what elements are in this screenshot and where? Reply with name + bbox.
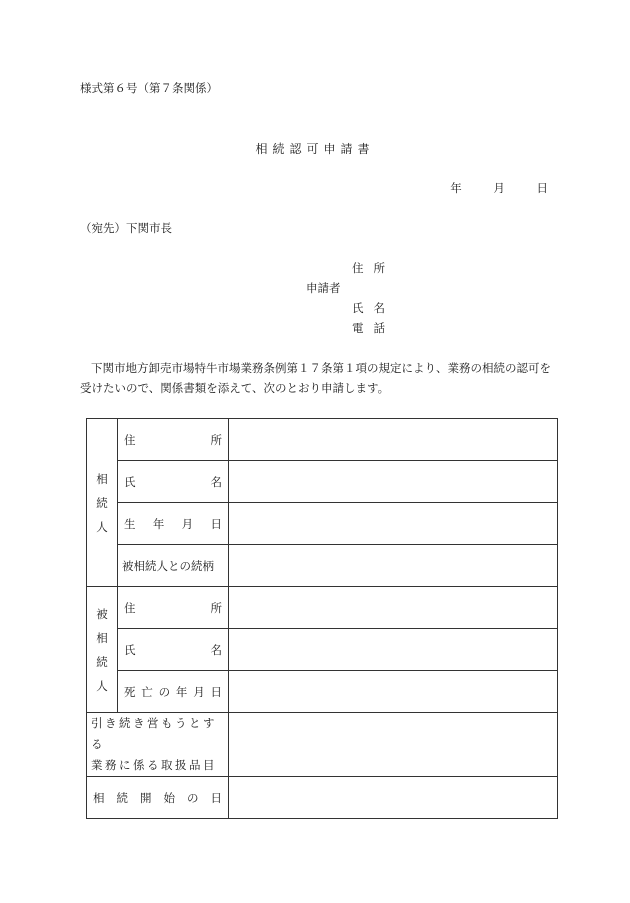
applicant-phone-label: 電話 <box>352 321 395 335</box>
business-items-label-line1: 引き続き営もうとする <box>91 716 217 751</box>
applicant-label: 申請者 <box>306 281 341 295</box>
decedent-name-field[interactable] <box>229 629 558 671</box>
heir-address-field[interactable] <box>229 419 558 461</box>
heir-birthdate-label <box>118 503 229 545</box>
table-row <box>87 461 558 503</box>
table-row <box>87 503 558 545</box>
business-items-label <box>87 713 229 777</box>
body-text: 下関市地方卸売市場特牛市場業務条例第１７条第１項の規定により、業務の相続の認可を受けたいので、関係書類を添えて、次のとおり申請します。 <box>80 361 551 395</box>
group-label-char: 続 <box>96 654 108 669</box>
group-label-char: 続 <box>96 495 108 510</box>
table-row <box>87 545 558 587</box>
heir-group-cell <box>87 419 118 587</box>
group-label-char: 相 <box>96 630 108 645</box>
heir-birthdate-field[interactable] <box>229 503 558 545</box>
label-text: 生 年 月 日 <box>124 516 222 531</box>
decedent-death-date-field[interactable] <box>229 671 558 713</box>
document-title: 相続認可申請書 <box>255 142 375 156</box>
date-line <box>422 180 548 196</box>
business-items-field[interactable] <box>229 713 558 777</box>
month-label: 月 <box>493 181 505 195</box>
decedent-address-field[interactable] <box>229 587 558 629</box>
decedent-group-label <box>96 602 108 698</box>
heir-group-label <box>96 467 108 539</box>
label-text: 氏 名 <box>124 642 222 657</box>
business-items-label-line2: 業務に係る取扱品目 <box>91 758 217 772</box>
label-text: 氏 名 <box>124 474 222 489</box>
group-label-char: 被 <box>96 606 108 621</box>
start-date-label <box>87 777 229 819</box>
form-number: 様式第６号（第７条関係） <box>80 81 218 95</box>
decedent-group-cell <box>87 587 118 713</box>
heir-name-label <box>118 461 229 503</box>
table-row <box>87 777 558 819</box>
decedent-name-label <box>118 629 229 671</box>
start-date-field[interactable] <box>229 777 558 819</box>
table-row <box>87 419 558 461</box>
group-label-char: 人 <box>96 519 108 534</box>
label-text: 相 続 開 始 の 日 <box>93 790 222 805</box>
heir-relationship-label: 被相続人との続柄 <box>118 545 229 587</box>
addressee: （宛先）下関市長 <box>80 221 172 235</box>
group-label-char: 人 <box>96 678 108 693</box>
label-text: 死 亡 の 年 月 日 <box>124 684 222 699</box>
day-label: 日 <box>536 181 548 195</box>
heir-name-field[interactable] <box>229 461 558 503</box>
applicant-address-label: 住所 <box>352 261 395 275</box>
applicant-name-label: 氏名 <box>352 301 395 315</box>
group-label-char: 相 <box>96 471 108 486</box>
label-text: 住 所 <box>124 600 222 615</box>
year-label: 年 <box>450 181 462 195</box>
decedent-death-date-label <box>118 671 229 713</box>
application-table <box>86 418 558 819</box>
heir-address-label <box>118 419 229 461</box>
table-row <box>87 671 558 713</box>
label-text: 住 所 <box>124 432 222 447</box>
heir-relationship-field[interactable] <box>229 545 558 587</box>
table-row <box>87 587 558 629</box>
table-row <box>87 713 558 777</box>
decedent-address-label <box>118 587 229 629</box>
table-row <box>87 629 558 671</box>
